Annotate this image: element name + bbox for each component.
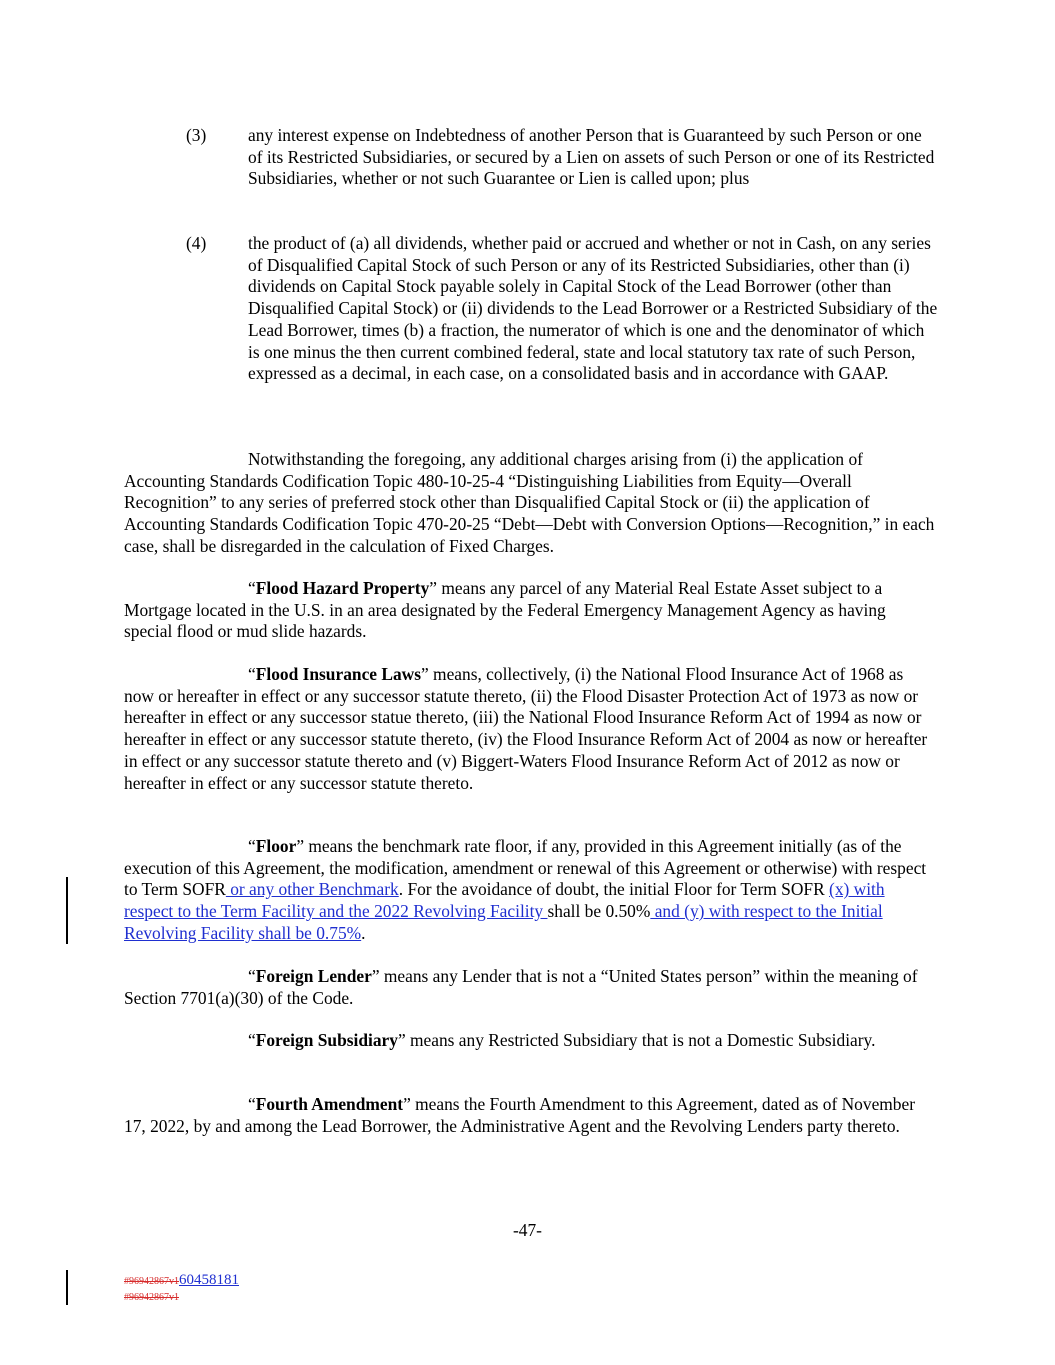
definition-flood-insurance-laws	[124, 664, 936, 794]
footer-change-bar	[66, 1270, 68, 1305]
definition-text: ” means any Restricted Subsidiary that is not a Domestic Subsidiary.	[397, 1030, 876, 1050]
open-quote: “	[248, 1030, 256, 1050]
inserted-text-2: (x) with respect to the Term Facility and the 2022 Revolving Facility	[124, 879, 885, 922]
definition-fourth-amendment	[124, 1094, 936, 1137]
defined-term: Foreign Subsidiary	[255, 1030, 398, 1050]
inserted-doc-id: 60458181	[179, 1272, 239, 1288]
definition-flood-hazard-property	[124, 578, 936, 643]
definition-foreign-lender	[124, 966, 936, 1009]
defined-term: Flood Insurance Laws	[255, 664, 421, 684]
clause-4	[186, 233, 938, 385]
defined-term: Flood Hazard Property	[255, 578, 430, 598]
open-quote: “	[248, 1094, 256, 1114]
open-quote: “	[248, 664, 256, 684]
definition-text: ” means the Fourth Amendment to this Agreement, dated as of November 17, 2022, by and among the Lead Borrower, the Administrative Agent and the Revolving Lenders party thereto.	[124, 1094, 916, 1136]
definition-foreign-subsidiary	[124, 1030, 936, 1052]
definition-text: ” means any parcel of any Material Real Estate Asset subject to a Mortgage located in the U.S. in an area designated by the Federal Emergency Management Agency as having special flood or mud slide hazards.	[124, 578, 886, 642]
deleted-doc-id-1: #96942867v1	[124, 1276, 179, 1287]
clause-3-number: (3)	[186, 125, 207, 145]
defined-term: Fourth Amendment	[255, 1094, 404, 1114]
clause-4-number: (4)	[186, 233, 207, 253]
definition-text: ” means any Lender that is not a “United States person” within the meaning of Section 7701(a)(30) of the Code.	[124, 966, 918, 1008]
document-id-footer	[124, 1273, 239, 1305]
inserted-text-3: and (y) with respect to the Initial Revolving Facility shall be 0.75%	[124, 901, 883, 943]
page-number: -47-	[513, 1220, 542, 1240]
clause-4-text: the product of (a) all dividends, whether paid or accrued and whether or not in Cash, on any series of Disqualified Capital Stock of such Person or any of its Restricted Subsidiaries, other than (i) dividends on Capital Stock payable solely in Capital Stock of the Lead Borrower (other than Disqualified Capital Stock) or (ii) dividends to the Lead Borrower or a Restricted Subsidiary of the Lead Borrower, times (b) a fraction, the numerator of which is one and the denominator of which is one minus the then current combined federal, state and local statutory tax rate of such Person, expressed as a decimal, in each case, on a consolidated basis and in accordance with GAAP.	[248, 233, 938, 384]
definition-text: ” means, collectively, (i) the National Flood Insurance Act of 1968 as now or hereafter in effect or any successor statute thereto, (ii) the Flood Disaster Protection Act of 1973 as now or hereafter in effect or any successor statue thereto, (iii) the National Flood Insurance Reform Act of 1994 as now or hereafter in effect or any successor statute thereto, (iv) the Flood Insurance Reform Act of 2004 as now or hereafter in effect or any successor statute thereto and (v) Biggert-Waters Flood Insurance Reform Act of 2012 as now or hereafter in effect or any successor statute thereto.	[124, 664, 928, 793]
definition-text-2: . For the avoidance of doubt, the initial Floor for Term SOFR	[398, 879, 830, 900]
open-quote: “	[248, 836, 256, 856]
definition-floor	[124, 836, 936, 945]
open-quote: “	[248, 578, 256, 598]
notwithstanding-paragraph	[124, 449, 936, 558]
definition-text-4: .	[361, 922, 366, 943]
notwithstanding-text: Notwithstanding the foregoing, any additional charges arising from (i) the application of Accounting Standards Codification Topic 480-10-25-4 “Distinguishing Liabilities from Equity—Overall Recognition” to any series of preferred stock other than Disqualified Capital Stock or (ii) the application of Accounting Standards Codification Topic 470-20-25 “Debt—Debt with Conversion Options—Recognition,” in each case, shall be disregarded in the calculation of Fixed Charges.	[124, 449, 935, 556]
open-quote: “	[248, 966, 256, 986]
defined-term: Floor	[255, 836, 297, 856]
clause-3	[186, 125, 938, 190]
inserted-text-1: or any other Benchmark	[225, 879, 399, 900]
change-bar	[66, 877, 68, 944]
clause-3-text: any interest expense on Indebtedness of another Person that is Guaranteed by such Person or one of its Restricted Subsidiaries, or secured by a Lien on assets of such Person or one of its Restricted Subsidiaries, whether or not such Guarantee or Lien is called upon; plus	[248, 125, 935, 189]
definition-text-3: shall be 0.50%	[547, 901, 651, 922]
definition-text-1: ” means the benchmark rate floor, if any, provided in this Agreement initially (as of the execution of this Agreement, the modification, amendment or renewal of this Agreement or otherwise) with respect to Term SOFR	[124, 836, 927, 900]
defined-term: Foreign Lender	[255, 966, 372, 986]
deleted-doc-id-2: #96942867v1	[124, 1292, 179, 1303]
